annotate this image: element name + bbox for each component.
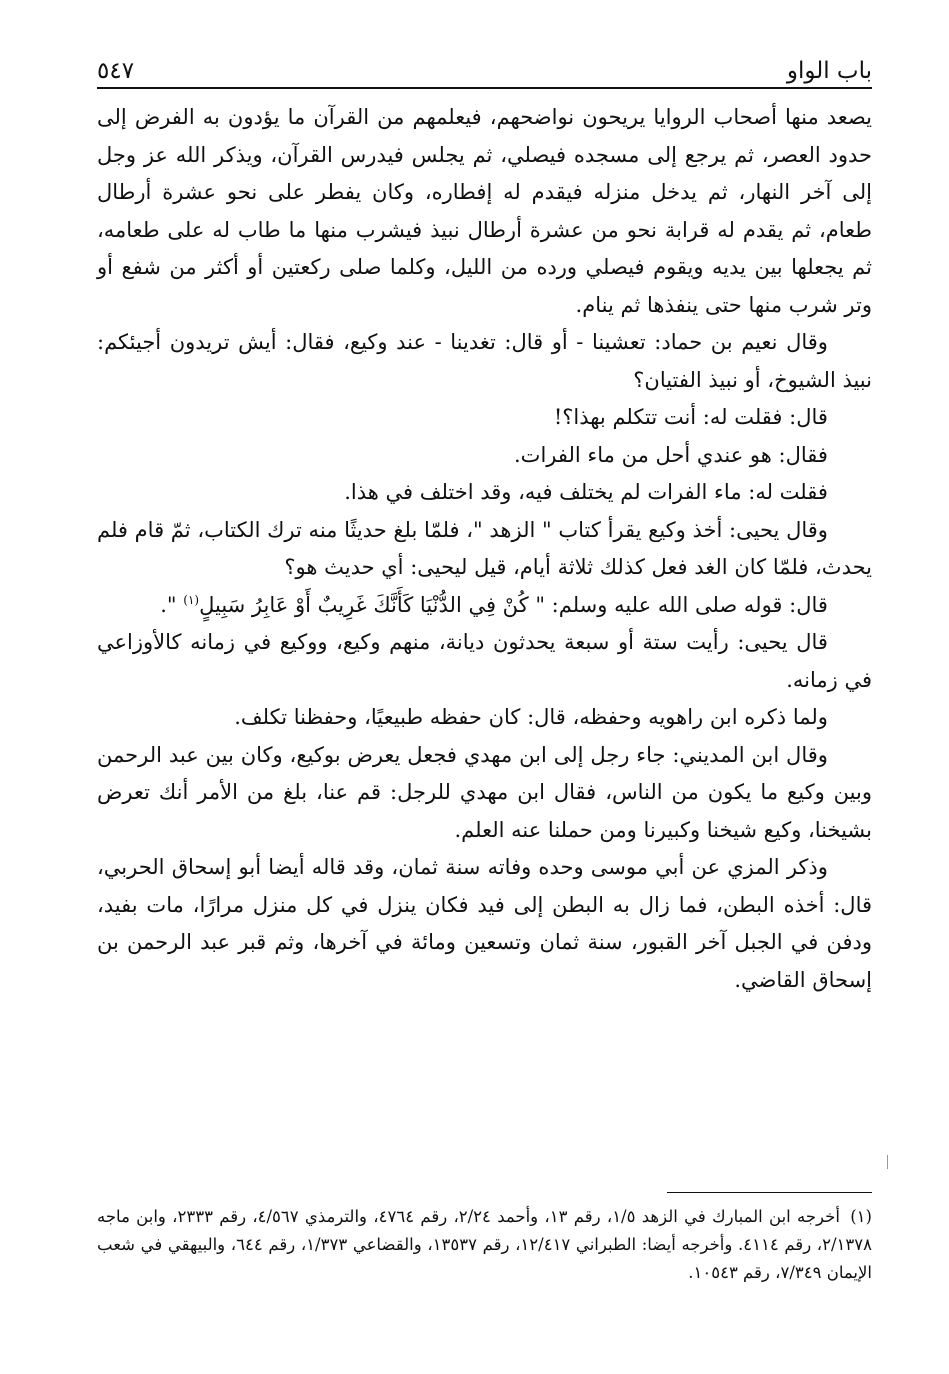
running-header (97, 55, 872, 89)
footnote-text: أخرجه ابن المبارك في الزهد ١/٥، رقم ١٣، وأحمد ٢/٢٤، رقم ٤٧٦٤، والترمذي ٤/٥٦٧، رقم ٢٣٣٣، وابن ماجه ٢/١٣٧٨، رقم ٤١١٤. وأخرجه أيضا: الطبراني ١٢/٤١٧، رقم ١٣٥٣٧، والقضاعي ١/٣٧٣، رقم ٦٤٤، والبيهقي في شعب الإيمان ٧/٣٤٩، رقم ١٠٥٤٣. (97, 1207, 873, 1282)
paragraph: وقال ابن المديني: جاء رجل إلى ابن مهدي فجعل يعرض بوكيع، وكان بين عبد الرحمن وبين وكيع ما يكون من الناس، فقال ابن مهدي للرجل: قم عنا، بلغ من الأمر أنك تعرض بشيخنا، وكيع شيخنا وكبيرنا ومن حملنا عنه العلم. (97, 742, 872, 842)
margin-mark (887, 1155, 888, 1169)
hadith-quote: كُنْ فِي الدُّنْيَا كَأَنَّكَ غَرِيبٌ أَوْ عَابِرُ سَبِيلٍ (199, 592, 529, 617)
paragraph: فقال: هو عندي أحل من ماء الفرات. (514, 442, 828, 467)
hadith-lead: قال: قوله صلى الله عليه وسلم: " (528, 592, 828, 617)
paragraph: ولما ذكره ابن راهويه وحفظه، قال: كان حفظه طبيعيًا، وحفظنا تكلف. (234, 705, 828, 729)
footnote-number: (١) (850, 1207, 872, 1226)
book-page (97, 55, 872, 1335)
main-text (97, 99, 872, 999)
paragraph: وقال نعيم بن حماد: تعشينا - أو قال: تغدينا - عند وكيع، فقال: أيش تريدون أجيئكم: نبيذ الشيوخ، أو نبيذ الفتيان؟ (97, 330, 872, 392)
footnote (97, 1203, 872, 1287)
paragraph: فقلت له: ماء الفرات لم يختلف فيه، وقد اختلف في هذا. (344, 480, 828, 504)
paragraph: قال: فقلت له: أنت تتكلم بهذا؟! (553, 405, 828, 429)
paragraph: يصعد منها أصحاب الروايا يريحون نواضحهم، فيعلمهم من القرآن ما يؤدون به الفرض إلى حدود العصر، ثم يرجع إلى مسجده فيصلي، ثم يجلس فيدرس القرآن، ويذكر الله عز وجل إلى آخر النهار، ثم يدخل منزله فيقدم له إفطاره، وكان يفطر على نحو عشرة أرطال طعام، ثم يقدم له قرابة نحو من عشرة أرطال نبيذ فيشرب منها ما طاب له على طعامه، ثم يجعلها بين يديه ويقوم فيصلي ورده من الليل، وكلما صلى ركعتين أو أكثر من شفع أو وتر شرب منها حتى ينفذها ثم ينام. (97, 105, 872, 317)
paragraph: قال يحيى: رأيت ستة أو سبعة يحدثون ديانة، منهم وكيع، ووكيع في زمانه كالأوزاعي في زمانه. (97, 630, 872, 692)
chapter-title: باب الواو (786, 58, 872, 84)
page-number: ٥٤٧ (97, 58, 135, 84)
paragraph: وذكر المزي عن أبي موسى وحده وفاته سنة ثمان، وقد قاله أيضا أبو إسحاق الحربي، قال: أخذه البطن، فما زال به البطن إلى فيد فكان ينزل في كل منزل مرارًا، مات بفيد، ودفن في الجبل آخر القبور، سنة ثمان وتسعين ومائة في آخرها، وثم قبر عبد الرحمن بن إسحاق القاضي. (97, 855, 872, 992)
hadith-paragraph (97, 587, 872, 625)
hadith-tail: ". (160, 592, 184, 617)
footnote-marker[interactable]: (١) (183, 592, 200, 607)
paragraph: وقال يحيى: أخذ وكيع يقرأ كتاب " الزهد "، فلمّا بلغ حديثًا منه ترك الكتاب، ثمّ قام فلم يحدث، فلمّا كان الغد فعل كذلك ثلاثة أيام، قيل ليحيى: أي حديث هو؟ (97, 517, 872, 579)
footnote-separator (667, 1192, 872, 1193)
